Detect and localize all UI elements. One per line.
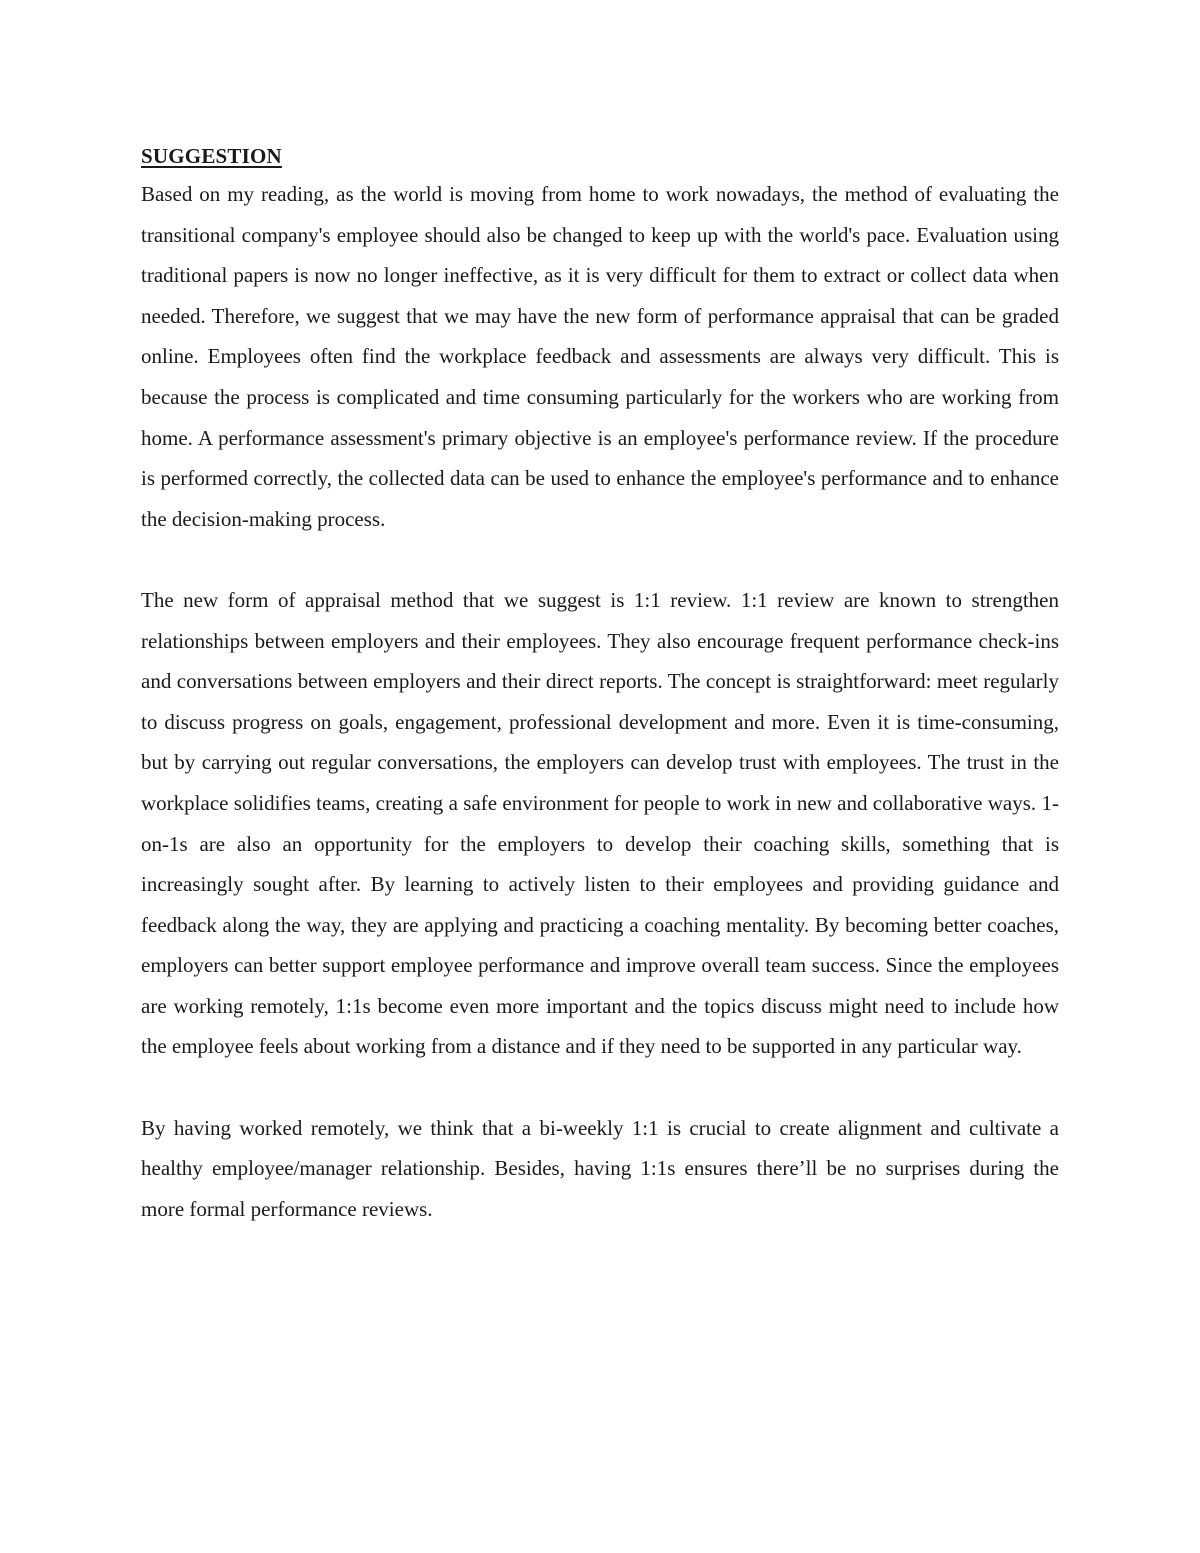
paragraph-2: The new form of appraisal method that we suggest is 1:1 review. 1:1 review are known to strengthen relationships between employers and their employees. They also encourage frequent performance check-ins and conversations between employers and their direct reports. The concept is straightforward: meet regularly to discuss progress on goals, engagement, professional development and more. Even it is time-consuming, but by carrying out regular conversations, the employers can develop trust with employees. The trust in the workplace solidifies teams, creating a safe environment for people to work in new and collaborative ways. 1-on-1s are also an opportunity for the employers to develop their coaching skills, something that is increasingly sought after. By learning to actively listen to their employees and providing guidance and feedback along the way, they are applying and practicing a coaching mentality. By becoming better coaches, employers can better support employee performance and improve overall team success. Since the employees are working remotely, 1:1s become even more important and the topics discuss might need to include how the employee feels about working from a distance and if they need to be supported in any particular way. bbox=[141, 587, 1059, 1059]
paragraph-1: Based on my reading, as the world is moving from home to work nowadays, the method of evaluating the transitional company's employee should also be changed to keep up with the world's pace. Evaluation using traditional papers is now no longer ineffective, as it is very difficult for them to extract or collect data when needed. Therefore, we suggest that we may have the new form of performance appraisal that can be graded online. Employees often find the workplace feedback and assessments are always very difficult. This is because the process is complicated and time consuming particularly for the workers who are working from home. A performance assessment's primary objective is an employee's performance review. If the procedure is performed correctly, the collected data can be used to enhance the employee's performance and to enhance the decision-making process. bbox=[141, 182, 1059, 531]
section-heading: SUGGESTION bbox=[141, 144, 282, 168]
document-body bbox=[141, 138, 1059, 1229]
paragraph-3: By having worked remotely, we think that a bi-weekly 1:1 is crucial to create alignment and cultivate a healthy employee/manager relationship. Besides, having 1:1s ensures there’ll be no surprises during the more formal performance reviews. bbox=[141, 1115, 1059, 1221]
